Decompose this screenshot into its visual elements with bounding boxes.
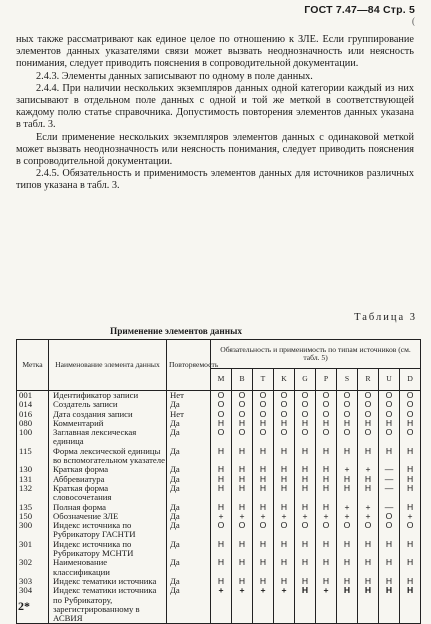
- row-value: О: [232, 400, 253, 409]
- row-value: О: [316, 521, 337, 540]
- row-value: Н: [295, 540, 316, 559]
- row-code: 301: [17, 540, 49, 559]
- row-value: Н: [337, 475, 358, 484]
- row-value: +: [211, 586, 232, 624]
- page-number: 2*: [18, 599, 30, 613]
- row-value: О: [337, 428, 358, 447]
- row-value: +: [358, 512, 379, 521]
- row-name: Дата создания записи: [49, 410, 167, 419]
- row-value: О: [337, 400, 358, 409]
- row-value: О: [211, 521, 232, 540]
- row-value: Н: [400, 419, 421, 428]
- row-repeat: Да: [167, 521, 211, 540]
- column-header-type: P: [316, 369, 337, 391]
- row-value: Н: [400, 475, 421, 484]
- row-value: О: [400, 521, 421, 540]
- row-repeat: Да: [167, 465, 211, 474]
- row-value: Н: [274, 419, 295, 428]
- row-name: Краткая форма словосочетания: [49, 484, 167, 503]
- row-value: Н: [358, 558, 379, 577]
- row-value: Н: [316, 447, 337, 466]
- row-value: +: [358, 503, 379, 512]
- row-name: Индекс источника по Рубрикатору МСНТИ: [49, 540, 167, 559]
- row-value: Н: [400, 465, 421, 474]
- row-value: О: [274, 391, 295, 401]
- row-value: Н: [211, 465, 232, 474]
- row-value: Н: [232, 484, 253, 503]
- row-value: +: [337, 512, 358, 521]
- row-name: Комментарий: [49, 419, 167, 428]
- row-value: О: [232, 410, 253, 419]
- row-value: +: [211, 512, 232, 521]
- row-value: О: [295, 521, 316, 540]
- row-code: 100: [17, 428, 49, 447]
- row-value: О: [400, 410, 421, 419]
- row-value: Н: [316, 475, 337, 484]
- row-repeat: Да: [167, 484, 211, 503]
- row-value: О: [379, 391, 400, 401]
- row-value: Н: [274, 475, 295, 484]
- row-value: Н: [253, 558, 274, 577]
- row-value: Н: [337, 419, 358, 428]
- row-value: О: [400, 400, 421, 409]
- row-value: О: [358, 521, 379, 540]
- row-value: О: [274, 428, 295, 447]
- row-value: Н: [316, 484, 337, 503]
- row-value: Н: [253, 484, 274, 503]
- row-name: Краткая форма: [49, 465, 167, 474]
- row-value: Н: [358, 586, 379, 624]
- row-value: О: [295, 391, 316, 401]
- row-repeat: Да: [167, 503, 211, 512]
- row-value: Н: [295, 465, 316, 474]
- row-value: Н: [400, 577, 421, 586]
- row-code: 016: [17, 410, 49, 419]
- row-repeat: Да: [167, 400, 211, 409]
- row-name: Аббревиатура: [49, 475, 167, 484]
- row-value: +: [400, 512, 421, 521]
- column-header-type: D: [400, 369, 421, 391]
- row-value: О: [358, 410, 379, 419]
- row-value: +: [316, 512, 337, 521]
- row-value: —: [379, 484, 400, 503]
- table-row: [17, 428, 421, 447]
- table-row: [17, 540, 421, 559]
- row-code: 302: [17, 558, 49, 577]
- row-value: О: [400, 428, 421, 447]
- row-value: +: [253, 512, 274, 521]
- row-value: —: [379, 475, 400, 484]
- row-value: О: [337, 391, 358, 401]
- column-header-type: U: [379, 369, 400, 391]
- row-code: 130: [17, 465, 49, 474]
- paragraph: 2.4.4. При наличии нескольких экземпляров данных одной категории каждый из них записывают в отдельном поле данных с одной и той же меткой в соответствующей каждому полю статье справочника. Допустимость повторения элементов данных указана в табл. 3.: [16, 82, 414, 131]
- row-value: О: [379, 521, 400, 540]
- row-value: +: [274, 586, 295, 624]
- row-value: Н: [316, 503, 337, 512]
- column-header-type: G: [295, 369, 316, 391]
- column-header-type: T: [253, 369, 274, 391]
- row-repeat: Да: [167, 475, 211, 484]
- row-value: —: [379, 465, 400, 474]
- row-value: О: [316, 410, 337, 419]
- row-repeat: Нет: [167, 391, 211, 401]
- row-value: О: [379, 400, 400, 409]
- row-value: Н: [337, 558, 358, 577]
- row-value: О: [274, 521, 295, 540]
- row-value: Н: [316, 558, 337, 577]
- row-value: Н: [211, 503, 232, 512]
- row-value: +: [295, 512, 316, 521]
- paragraph: ных также рассматривают как единое целое по отношению к ЗЛЕ. Если группирование элементов данных указателями связи может вызвать неоднозначность или неясность понимания, следует приводить пояснения в сопроводительной документации.: [16, 34, 414, 70]
- row-value: Н: [400, 484, 421, 503]
- row-value: О: [211, 428, 232, 447]
- row-value: Н: [232, 558, 253, 577]
- column-header-type: M: [211, 369, 232, 391]
- row-value: Н: [253, 540, 274, 559]
- row-value: О: [337, 521, 358, 540]
- row-value: О: [274, 400, 295, 409]
- row-code: 303: [17, 577, 49, 586]
- paragraph: Если применение нескольких экземпляров элементов данных с одинаковой меткой может вызвать неоднозначность или неясность понимания, следует приводить пояснения в сопроводительной документации.: [16, 131, 414, 168]
- table-caption: Таблица 3: [354, 312, 417, 323]
- row-value: Н: [211, 484, 232, 503]
- table-title: Применение элементов данных: [110, 327, 243, 337]
- row-name: Идентификатор записи: [49, 391, 167, 401]
- row-value: Н: [337, 484, 358, 503]
- row-name: Форма лексической единицы во вспомогательном указателе: [49, 447, 167, 466]
- row-value: Н: [400, 586, 421, 624]
- row-value: О: [379, 512, 400, 521]
- row-value: Н: [211, 419, 232, 428]
- row-value: Н: [253, 475, 274, 484]
- data-elements-table: [16, 339, 421, 624]
- row-value: Н: [274, 577, 295, 586]
- column-header-type: R: [358, 369, 379, 391]
- row-value: Н: [379, 558, 400, 577]
- row-value: Н: [232, 419, 253, 428]
- row-code: 001: [17, 391, 49, 401]
- row-value: Н: [253, 503, 274, 512]
- row-value: Н: [358, 577, 379, 586]
- row-value: Н: [232, 577, 253, 586]
- row-name: Обозначение ЗЛЕ: [49, 512, 167, 521]
- row-value: О: [253, 400, 274, 409]
- row-value: Н: [232, 465, 253, 474]
- column-header-type: S: [337, 369, 358, 391]
- row-value: Н: [316, 465, 337, 474]
- row-value: Н: [232, 540, 253, 559]
- row-value: Н: [316, 540, 337, 559]
- column-header-type: B: [232, 369, 253, 391]
- row-value: Н: [253, 577, 274, 586]
- row-code: 132: [17, 484, 49, 503]
- row-value: О: [211, 391, 232, 401]
- row-code: 304: [17, 586, 49, 624]
- row-value: Н: [211, 475, 232, 484]
- row-name: Наименование классификации: [49, 558, 167, 577]
- row-value: О: [232, 521, 253, 540]
- row-value: Н: [295, 586, 316, 624]
- row-value: Н: [379, 540, 400, 559]
- margin-mark: (: [412, 16, 415, 26]
- row-value: Н: [211, 577, 232, 586]
- row-value: +: [337, 503, 358, 512]
- row-value: Н: [253, 447, 274, 466]
- row-value: Н: [379, 447, 400, 466]
- row-value: —: [379, 503, 400, 512]
- table-row: [17, 521, 421, 540]
- row-value: Н: [358, 484, 379, 503]
- column-header-repeat: Повторяемость: [167, 340, 211, 391]
- row-name: Полная форма: [49, 503, 167, 512]
- row-value: Н: [253, 419, 274, 428]
- row-repeat: Нет: [167, 410, 211, 419]
- paragraph: 2.4.3. Элементы данных записывают по одному в поле данных.: [36, 70, 313, 82]
- row-value: О: [316, 391, 337, 401]
- row-value: Н: [295, 484, 316, 503]
- row-repeat: Да: [167, 577, 211, 586]
- row-value: О: [295, 428, 316, 447]
- row-value: Н: [316, 419, 337, 428]
- row-repeat: Да: [167, 447, 211, 466]
- row-value: О: [232, 428, 253, 447]
- row-value: Н: [295, 503, 316, 512]
- row-value: +: [253, 586, 274, 624]
- row-value: Н: [274, 540, 295, 559]
- row-value: О: [253, 521, 274, 540]
- row-value: О: [379, 428, 400, 447]
- row-value: Н: [337, 586, 358, 624]
- table-row: [17, 558, 421, 577]
- row-value: Н: [295, 419, 316, 428]
- row-value: +: [274, 512, 295, 521]
- row-value: +: [316, 586, 337, 624]
- row-value: Н: [211, 447, 232, 466]
- row-value: Н: [316, 577, 337, 586]
- row-value: О: [358, 428, 379, 447]
- row-value: Н: [295, 475, 316, 484]
- row-value: О: [379, 410, 400, 419]
- row-repeat: Да: [167, 428, 211, 447]
- row-value: Н: [274, 447, 295, 466]
- row-value: Н: [295, 577, 316, 586]
- row-value: О: [316, 428, 337, 447]
- row-value: Н: [274, 484, 295, 503]
- row-repeat: Да: [167, 586, 211, 624]
- row-value: +: [358, 465, 379, 474]
- row-repeat: Да: [167, 512, 211, 521]
- row-value: Н: [379, 577, 400, 586]
- row-value: Н: [358, 447, 379, 466]
- row-value: Н: [211, 558, 232, 577]
- row-value: Н: [211, 540, 232, 559]
- row-value: О: [211, 410, 232, 419]
- row-value: О: [358, 400, 379, 409]
- row-code: 300: [17, 521, 49, 540]
- row-value: Н: [274, 558, 295, 577]
- row-value: Н: [274, 503, 295, 512]
- row-value: Н: [295, 447, 316, 466]
- row-value: О: [337, 410, 358, 419]
- row-value: Н: [358, 419, 379, 428]
- page-header: ГОСТ 7.47—84 Стр. 5: [304, 4, 415, 16]
- row-name: Индекс источника по Рубрикатору ГАСНТИ: [49, 521, 167, 540]
- row-repeat: Да: [167, 558, 211, 577]
- row-value: Н: [274, 465, 295, 474]
- row-name: Индекс тематики источника по Рубрикатору, зарегистрированному в АСВИЯ: [49, 586, 167, 624]
- row-value: Н: [337, 540, 358, 559]
- row-value: Н: [232, 503, 253, 512]
- column-header-code: Метка: [17, 340, 49, 391]
- row-value: О: [358, 391, 379, 401]
- row-value: Н: [400, 540, 421, 559]
- row-value: Н: [232, 447, 253, 466]
- row-value: О: [253, 410, 274, 419]
- table-row: [17, 586, 421, 624]
- row-code: 080: [17, 419, 49, 428]
- column-header-group: Обязательность и применимость по типам источников (см. табл. 5): [211, 340, 421, 369]
- paragraph: 2.4.5. Обязательность и применимость элементов данных для источников различных типов указана в табл. 3.: [16, 168, 414, 192]
- row-value: Н: [379, 586, 400, 624]
- column-header-type: K: [274, 369, 295, 391]
- row-value: Н: [253, 465, 274, 474]
- row-value: О: [253, 391, 274, 401]
- row-value: Н: [232, 475, 253, 484]
- row-value: Н: [379, 419, 400, 428]
- row-value: Н: [337, 577, 358, 586]
- row-code: 131: [17, 475, 49, 484]
- row-repeat: Да: [167, 540, 211, 559]
- row-value: +: [232, 512, 253, 521]
- row-name: Индекс тематики источника: [49, 577, 167, 586]
- column-header-name: Наименование элемента данных: [49, 340, 167, 391]
- row-value: О: [316, 400, 337, 409]
- row-value: Н: [400, 503, 421, 512]
- row-code: 135: [17, 503, 49, 512]
- row-value: О: [274, 410, 295, 419]
- row-value: +: [337, 465, 358, 474]
- row-name: Заглавная лексическая единица: [49, 428, 167, 447]
- body-text: [16, 34, 414, 193]
- row-code: 115: [17, 447, 49, 466]
- row-repeat: Да: [167, 419, 211, 428]
- row-value: Н: [358, 540, 379, 559]
- row-value: Н: [337, 447, 358, 466]
- row-value: Н: [400, 447, 421, 466]
- row-name: Создатель записи: [49, 400, 167, 409]
- row-value: Н: [400, 558, 421, 577]
- table-row: [17, 447, 421, 466]
- row-value: Н: [295, 558, 316, 577]
- row-code: 014: [17, 400, 49, 409]
- row-value: О: [400, 391, 421, 401]
- row-value: О: [211, 400, 232, 409]
- row-value: О: [295, 410, 316, 419]
- row-value: О: [295, 400, 316, 409]
- row-value: О: [232, 391, 253, 401]
- row-value: О: [253, 428, 274, 447]
- row-value: Н: [358, 475, 379, 484]
- row-value: +: [232, 586, 253, 624]
- row-code: 150: [17, 512, 49, 521]
- table-row: [17, 484, 421, 503]
